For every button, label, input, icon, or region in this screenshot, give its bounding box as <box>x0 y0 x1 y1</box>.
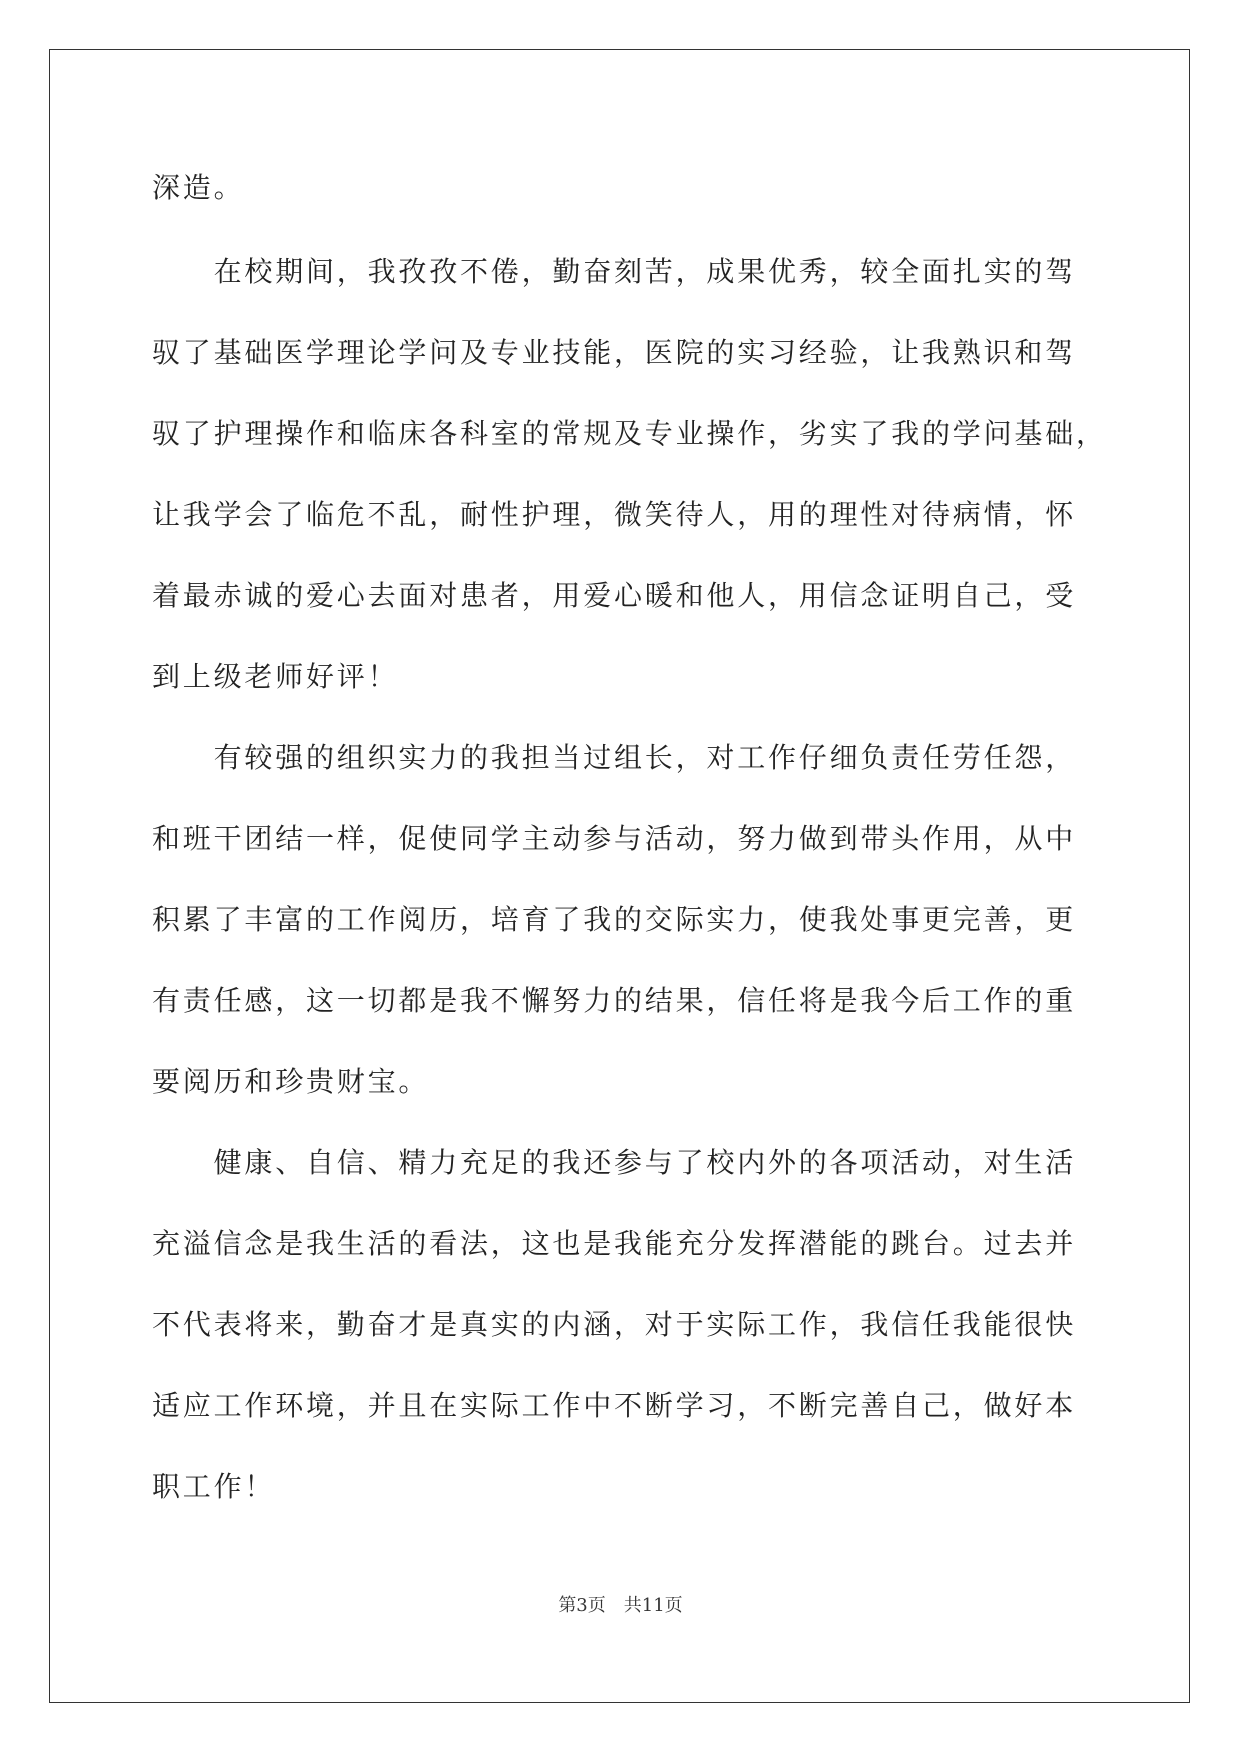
text-line: 有较强的组织实力的我担当过组长，对工作仔细负责任劳任怨， <box>152 741 1077 774</box>
text-line: 驭了基础医学理论学问及专业技能，医院的实习经验，让我熟识和驾 <box>152 336 1077 369</box>
text-line: 着最赤诚的爱心去面对患者，用爱心暖和他人，用信念证明自己，受 <box>152 579 1077 612</box>
text-line: 驭了护理操作和临床各科室的常规及专业操作，劣实了我的学问基础， <box>152 417 1107 450</box>
text-line: 充溢信念是我生活的看法，这也是我能充分发挥潜能的跳台。过去并 <box>152 1227 1077 1260</box>
text-line: 不代表将来，勤奋才是真实的内涵，对于实际工作，我信任我能很快 <box>152 1308 1077 1341</box>
page-border <box>49 49 1190 1703</box>
text-line: 有责任感，这一切都是我不懈努力的结果，信任将是我今后工作的重 <box>152 984 1077 1017</box>
text-line: 深造。 <box>152 171 245 204</box>
page-footer <box>0 1594 1241 1618</box>
text-line: 到上级老师好评！ <box>152 660 399 693</box>
text-line: 积累了丰富的工作阅历，培育了我的交际实力，使我处事更完善，更 <box>152 903 1077 936</box>
text-line: 让我学会了临危不乱，耐性护理，微笑待人，用的理性对待病情，怀 <box>152 498 1077 531</box>
text-line: 健康、自信、精力充足的我还参与了校内外的各项活动，对生活 <box>152 1146 1077 1179</box>
text-line: 在校期间，我孜孜不倦，勤奋刻苦，成果优秀，较全面扎实的驾 <box>152 255 1077 288</box>
page-number: 第3页 <box>558 1595 606 1616</box>
page-total: 共11页 <box>623 1595 683 1616</box>
text-line: 要阅历和珍贵财宝。 <box>152 1065 430 1098</box>
text-line: 和班干团结一样，促使同学主动参与活动，努力做到带头作用，从中 <box>152 822 1077 855</box>
text-line: 适应工作环境，并且在实际工作中不断学习，不断完善自己，做好本 <box>152 1389 1077 1422</box>
text-line: 职工作！ <box>152 1470 276 1503</box>
